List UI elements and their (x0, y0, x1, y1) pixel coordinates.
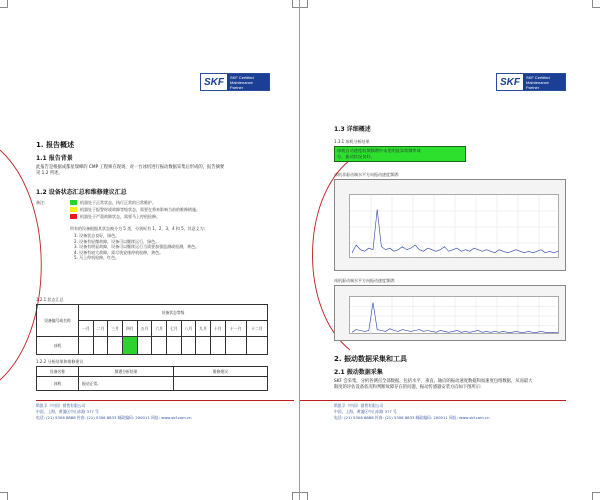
month-header: 九月 (196, 321, 211, 337)
table-1-caption: 1.2.1 状态汇总 (36, 297, 64, 302)
skf-logo (200, 73, 270, 91)
footer-rule (300, 400, 566, 401)
note-line: 分，振动状况良好。 (337, 154, 375, 159)
footer (334, 403, 490, 421)
footer-address: 中国，上海，黄浦区中山东路 377 号 (334, 409, 397, 414)
chart-2-plot-area (349, 296, 559, 334)
footer-contact: 电话: (21) 5306 8888 传真: (21) 5306 8833 邮政编码: 200011 网址: www.skf.com.cn (334, 415, 490, 420)
right-page (300, 0, 600, 500)
month-header: 四月 (122, 321, 137, 337)
footer-rule (36, 400, 294, 401)
body-line: 限度的评估设备状况和判断故障存在的问题，振动传感器安装方向如下图所示: (334, 385, 482, 390)
t2-cell-device: 冰机 (37, 377, 79, 391)
table-row (37, 337, 268, 355)
section-1-3-1-caption: 1.3.1 冰机分析结果 (334, 139, 370, 144)
footer-company: 斯凯孚（中国）销售有限公司 (334, 403, 384, 408)
body-line: SKF 会采集，分析各测点全部数据，包括水平，垂直，轴向的振动速度数据和加速度包络数据，从而最大 (334, 379, 533, 384)
level-item: 5. 马上停机检修，红色。 (74, 255, 120, 260)
month-header: 二月 (93, 321, 108, 337)
footer-address: 中国，上海，黄浦区中山东路 377 号 (36, 409, 99, 414)
spectrum-chart-2 (334, 285, 566, 341)
analysis-result-note (334, 146, 466, 162)
legend-text-red: 机器处于严重故障状态，需要马上停机检修。 (80, 214, 160, 219)
status-cell (108, 337, 123, 355)
body-line: 见 1.2 所述。 (36, 171, 63, 176)
red-page-curve (0, 0, 60, 500)
section-1-title: 1. 报告概述 (36, 141, 74, 149)
logo-line1: SKF Certified (230, 74, 254, 80)
level-item: 2. 设备有轻微故障，设备可以继续运行，绿色。 (74, 238, 160, 244)
status-cell (93, 337, 108, 355)
t2-header-device: 设备名称 (37, 367, 79, 377)
level-intro: 所有的设备根据其状态被分为 5 类，分别标有 1，2，3，4 和 5，其意义为: (70, 226, 205, 231)
month-header: 六月 (152, 321, 167, 337)
legend-text-green: 机器处于正常状态，执行正常的日常维护。 (80, 200, 156, 205)
t2-cell-advice (174, 377, 268, 391)
status-cell (225, 337, 246, 355)
logo-line2: Maintenance Partner (230, 79, 253, 90)
status-cell (181, 337, 196, 355)
crop-mark (592, 0, 600, 8)
status-cell (210, 337, 225, 355)
section-2-1-title: 2.1 振动数据采集 (334, 369, 383, 376)
footer (36, 403, 192, 421)
section-2-1-body (334, 379, 584, 391)
body-line: 此报告是根据成都星瑞峰的 CMP 工程师在现场，对一台冰机进行振动数据采集后形成的，报告摘要 (36, 165, 225, 170)
row-device-name: 冰机 (37, 337, 79, 355)
legend-swatch-red (70, 214, 77, 219)
month-header: 十一月 (225, 321, 246, 337)
month-header: 八月 (181, 321, 196, 337)
section-1-1-body (36, 165, 281, 177)
chart-2-svg (350, 297, 560, 335)
chart-1-plot-area (349, 194, 559, 258)
section-1-1-title: 1.1 报告背景 (36, 155, 73, 162)
status-cell (122, 337, 137, 355)
skf-logo-text (523, 74, 565, 90)
skf-logo (496, 73, 566, 91)
footer-company: 斯凯孚（中国）销售有限公司 (36, 403, 86, 408)
note-line: 冰机自动速度低频频谱中未见明显异常频率成 (337, 148, 421, 153)
section-2-title: 2. 振动数据采集和工具 (334, 355, 407, 363)
month-header: 三月 (108, 321, 123, 337)
footer-contact: 电话: (21) 5306 8888 传真: (21) 5306 8833 邮政编码: 200011 网址: www.skf.com.cn (36, 415, 192, 420)
status-summary-table (36, 304, 268, 355)
status-cell (196, 337, 211, 355)
chart-1-label: 冰机非驱动端水平方向振动速度频谱: (334, 172, 400, 177)
level-list (74, 233, 274, 261)
crop-mark (592, 492, 600, 500)
legend-text-yellow: 机器处于报警时或故障等级状态，需要在将来影响当前的维修措施。 (80, 207, 200, 212)
skf-logo-mark: SKF (497, 74, 523, 90)
chart-2-label: 冰机驱动端水平方向振动速度频谱: (334, 278, 396, 283)
status-cell (152, 337, 167, 355)
col-header-group: 设备状态等级 (79, 305, 268, 321)
status-cell (166, 337, 181, 355)
month-header: 一月 (79, 321, 94, 337)
analysis-table (36, 366, 268, 391)
month-header: 十二月 (246, 321, 267, 337)
legend-swatch-green (70, 200, 77, 205)
logo-line2: Maintenance Partner (526, 79, 549, 90)
month-header: 七月 (166, 321, 181, 337)
table-row (37, 377, 268, 391)
status-cell (79, 337, 94, 355)
status-cell (137, 337, 152, 355)
level-item: 1. 设备状态良好，绿色。 (74, 233, 120, 238)
section-1-3-title: 1.3 详细概述 (334, 126, 371, 133)
t2-header-result: 频谱分析结果 (79, 367, 174, 377)
skf-logo-mark: SKF (201, 74, 227, 90)
spectrum-chart-1 (334, 179, 566, 271)
status-cell (246, 337, 267, 355)
level-item: 4. 设备有较大故障，需尽快安排停机检修，黄色。 (74, 249, 164, 255)
month-header: 五月 (137, 321, 152, 337)
t2-cell-result: 振动正常。 (79, 377, 174, 391)
logo-line1: SKF Certified (526, 74, 550, 80)
col-header-name: 设备编号或名称 (37, 305, 79, 337)
skf-logo-text (227, 74, 269, 90)
section-1-2-title: 1.2 设备状态汇总和维修建议汇总 (36, 189, 127, 196)
month-header: 十月 (210, 321, 225, 337)
table-2-caption: 1.2.2 分析结果和维修建议 (36, 359, 84, 364)
chart-1-svg (350, 195, 560, 259)
t2-header-advice: 维修建议 (174, 367, 268, 377)
level-item: 3. 设备有明显故障，设备可以继续运行当需要加强监测或检测，黄色。 (74, 244, 200, 249)
legend-prefix: 备注: (36, 200, 46, 205)
legend-swatch-yellow (70, 207, 77, 212)
